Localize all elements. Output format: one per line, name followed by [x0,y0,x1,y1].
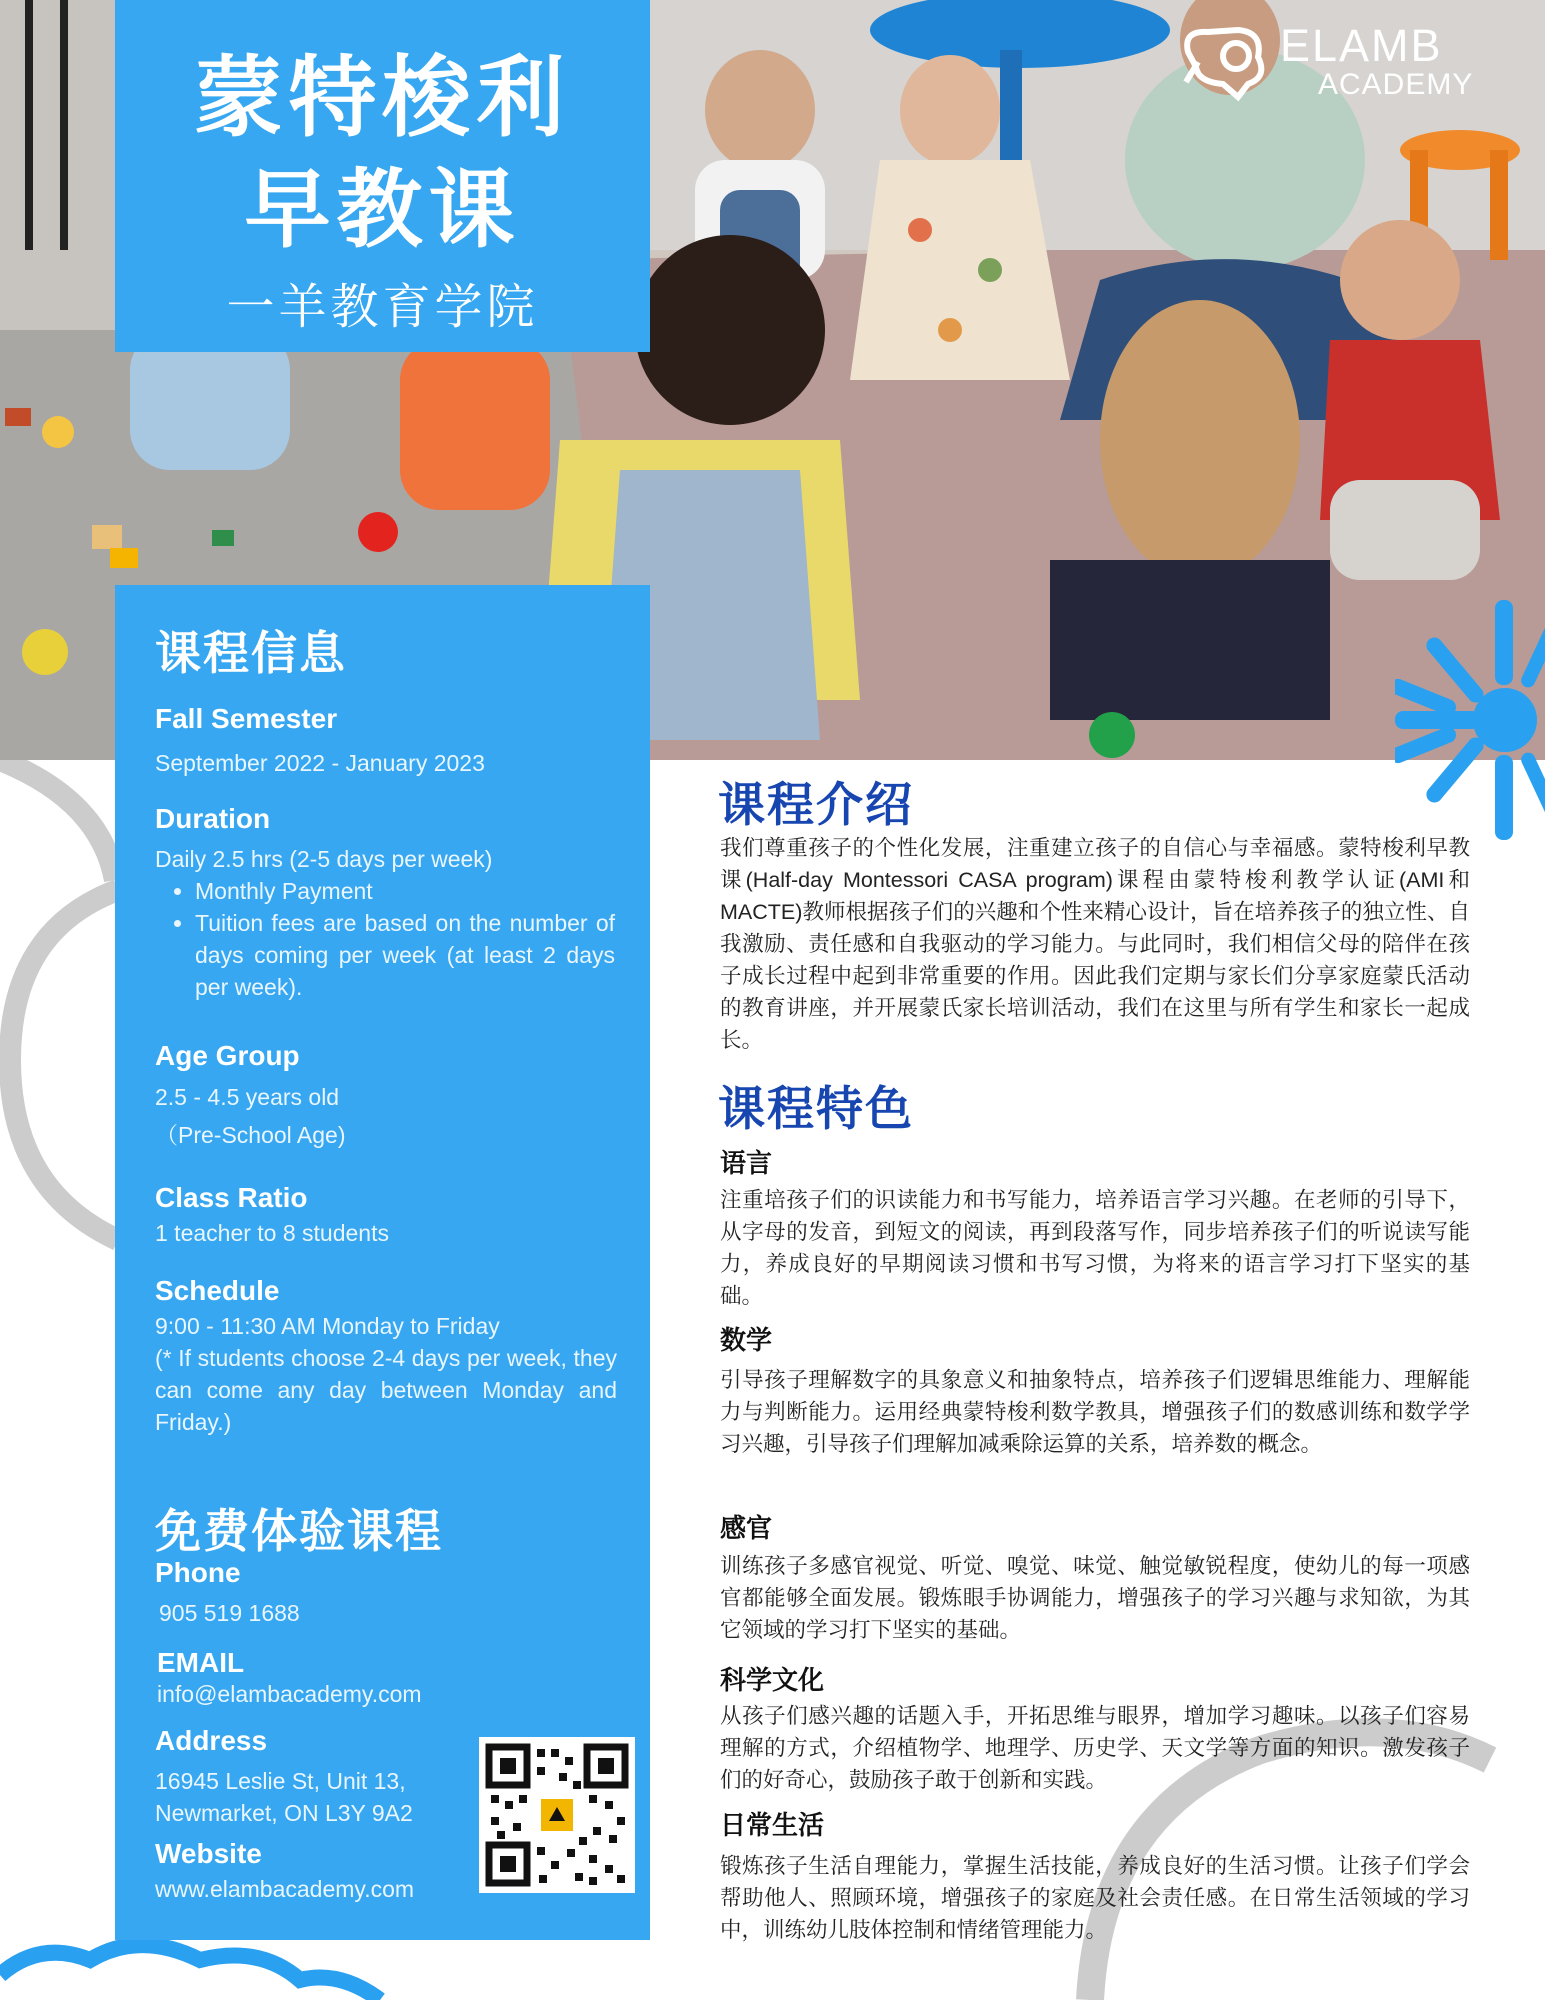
address-line-2: Newmarket, ON L3Y 9A2 [155,1800,413,1826]
schedule-value: 9:00 - 11:30 AM Monday to Friday [155,1313,500,1339]
cloud-decoration [0,1935,420,2000]
website-label: Website [155,1838,262,1869]
academy-logo [1178,18,1498,108]
title-line-2: 早教课 [244,162,521,258]
qr-code-icon[interactable] [479,1737,635,1893]
phone-value[interactable]: 905 519 1688 [159,1600,300,1626]
intro-body: 我们尊重孩子的个性化发展，注重建立孩子的自信心与幸福感。蒙特梭利早教课(Half-day Montessori CASA program)课程由蒙特梭利教学认证(AMI和MACTE)教师根据孩子们的兴趣和个性来精心设计，旨在培养孩子的独立性、自我激励、责任感和自我驱动的学习能力。与此同时，我们相信父母的陪伴在孩子成长过程中起到非常重要的作用。因此我们定期与家长们分享家庭蒙氏活动的教育讲座，并开展蒙氏家长培训活动，我们在这里与所有学生和家长一起成长。 [720,836,1470,1052]
age-group-value: 2.5 - 4.5 years old [155,1084,340,1110]
duration-bullets [155,875,615,1003]
duration-bullet: • Tuition fees are based on the number of days coming per week (at least 2 days per week). [195,907,615,1003]
sunburst-decoration [1395,600,1545,840]
schedule-label: Schedule [155,1275,280,1306]
feature-heading-practical-life: 日常生活 [720,1810,825,1840]
course-info-panel [115,585,650,1940]
semester-value: September 2022 - January 2023 [155,750,485,776]
feature-body-culture: 从孩子们感兴趣的话题入手，开拓思维与眼界，增加学习趣味。以孩子们容易理解的方式，介绍植物学、地理学、历史学、天文学等方面的知识。激发孩子们的好奇心，鼓励孩子敢于创新和实践。 [720,1704,1470,1792]
semester-label: Fall Semester [155,703,338,734]
feature-body-practical-life: 锻炼孩子生活自理能力，掌握生活技能，养成良好的生活习惯。让孩子们学会帮助他人、照顾环境，增强孩子的家庭及社会责任感。在日常生活领域的学习中，训练幼儿肢体控制和情绪管理能力。 [720,1854,1470,1942]
age-group-note: （Pre-School Age) [155,1122,346,1148]
intro-title: 课程介绍 [718,778,914,831]
duration-label: Duration [155,803,271,834]
feature-body-sensorial: 训练孩子多感官视觉、听觉、嗅觉、味觉、触觉敏锐程度，使幼儿的每一项感官都能够全面发展。锻炼眼手协调能力，增强孩子的学习兴趣与求知欲，为其它领域的学习打下坚实的基础。 [720,1554,1470,1642]
left-ring-decoration [0,760,120,1280]
phone-label: Phone [155,1557,241,1588]
class-ratio-label: Class Ratio [155,1182,308,1213]
course-info-title: 课程信息 [155,627,347,679]
features-title: 课程特色 [718,1082,914,1135]
age-group-label: Age Group [155,1040,300,1071]
lamb-head-icon [1178,22,1274,102]
feature-heading-math: 数学 [720,1325,773,1355]
duration-value: Daily 2.5 hrs (2-5 days per week) [155,846,493,872]
website-value[interactable]: www.elambacademy.com [155,1876,415,1902]
title-box [115,0,650,352]
email-label: EMAIL [157,1647,245,1678]
duration-bullet: • Monthly Payment [195,875,615,907]
logo-brand-subtitle: ACADEMY [1318,68,1474,101]
feature-heading-sensorial: 感官 [720,1513,773,1543]
feature-heading-culture: 科学文化 [720,1665,825,1695]
feature-body-language: 注重培孩子们的识读能力和书写能力，培养语言学习兴趣。在老师的引导下，从字母的发音，到短文的阅读，再到段落写作，同步培养孩子们的听说读写能力，养成良好的早期阅读习惯和书写习惯，为将来的语言学习打下坚实的基础。 [720,1188,1470,1308]
address-line-1: 16945 Leslie St, Unit 13, [155,1768,406,1794]
email-value[interactable]: info@elambacademy.com [157,1681,422,1707]
title-subtitle: 一羊教育学院 [226,281,539,334]
feature-body-math: 引导孩子理解数字的具象意义和抽象特点，培养孩子们逻辑思维能力、理解能力与判断能力。运用经典蒙特梭利数学教具，增强孩子们的数感训练和数学学习兴趣，引导孩子们理解加减乘除运算的关系，培养数的概念。 [720,1368,1470,1456]
free-trial-title: 免费体验课程 [155,1505,443,1557]
logo-brand-name: ELAMB [1280,20,1443,71]
title-line-1: 蒙特梭利 [194,48,571,147]
schedule-note: (* If students choose 2-4 days per week, they can come any day between Monday and Friday.) [155,1345,617,1435]
feature-heading-language: 语言 [720,1148,773,1178]
address-label: Address [155,1725,268,1756]
class-ratio-value: 1 teacher to 8 students [155,1220,389,1246]
